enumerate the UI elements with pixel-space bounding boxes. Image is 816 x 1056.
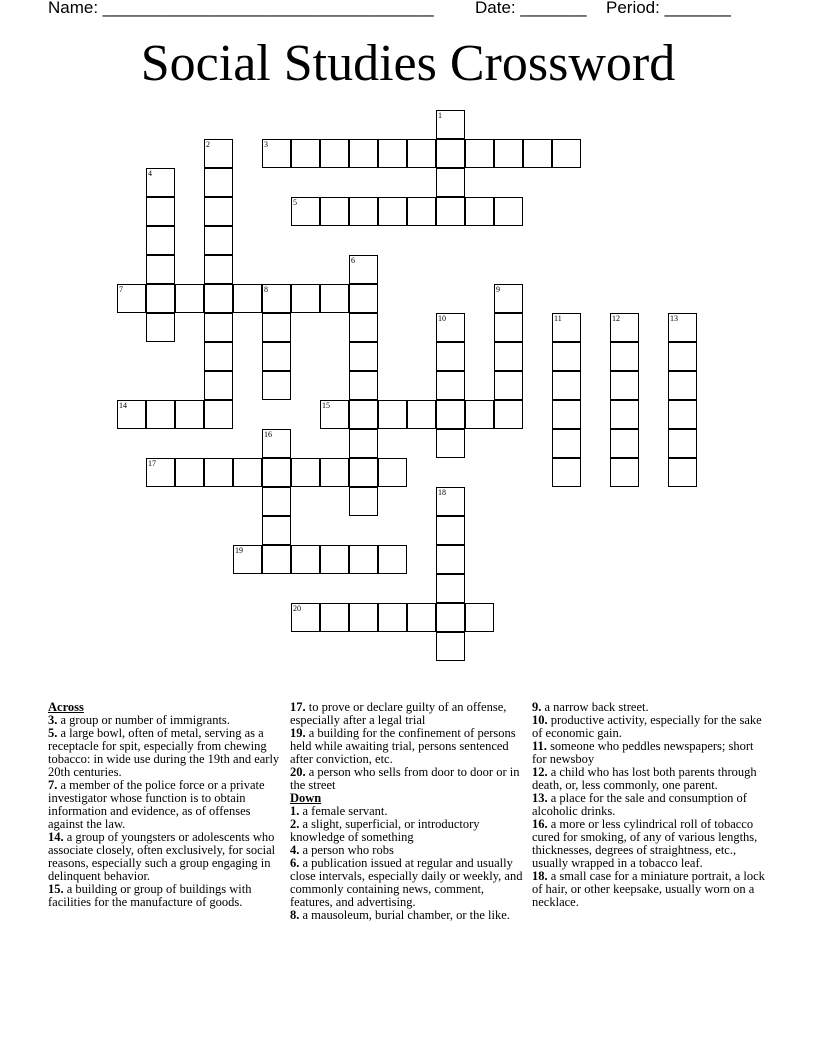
clue-number: 17. bbox=[290, 700, 306, 714]
clue-number: 5. bbox=[48, 726, 58, 740]
grid-cell[interactable] bbox=[320, 284, 349, 313]
clue-number: 11 bbox=[554, 314, 562, 323]
grid-cell[interactable] bbox=[204, 226, 233, 255]
date-field[interactable]: Date: _______ bbox=[475, 0, 587, 17]
grid-cell[interactable] bbox=[436, 139, 465, 168]
grid-cell[interactable] bbox=[204, 168, 233, 197]
clue-number: 13 bbox=[670, 314, 678, 323]
clue-number: 14 bbox=[119, 401, 127, 410]
grid-cell[interactable] bbox=[668, 458, 697, 487]
grid-cell[interactable] bbox=[262, 313, 291, 342]
clue-number: 20 bbox=[293, 604, 301, 613]
grid-cell[interactable] bbox=[233, 458, 262, 487]
grid-cell[interactable] bbox=[320, 400, 349, 429]
grid-cell[interactable] bbox=[436, 429, 465, 458]
clue-number: 6. bbox=[290, 856, 300, 870]
grid-cell[interactable] bbox=[494, 139, 523, 168]
clue-number: 13. bbox=[532, 791, 548, 805]
grid-cell[interactable] bbox=[204, 197, 233, 226]
clue-item bbox=[48, 831, 284, 883]
clue-text: a building or group of buildings with facilities for the manufacture of goods. bbox=[48, 882, 252, 909]
grid-cell[interactable] bbox=[436, 342, 465, 371]
clue-text: a small case for a miniature portrait, a lock of hair, or other keepsake, usually worn on a necklace. bbox=[532, 869, 765, 909]
grid-cell[interactable] bbox=[349, 197, 378, 226]
grid-cell[interactable] bbox=[320, 545, 349, 574]
clue-number: 9. bbox=[532, 700, 542, 714]
grid-cell[interactable] bbox=[436, 168, 465, 197]
grid-cell[interactable] bbox=[349, 603, 378, 632]
page-title: Social Studies Crossword bbox=[140, 35, 676, 92]
clue-text: a person who robs bbox=[299, 843, 394, 857]
grid-cell[interactable] bbox=[668, 429, 697, 458]
grid-cell[interactable] bbox=[407, 400, 436, 429]
clue-number: 2. bbox=[290, 817, 300, 831]
grid-cell[interactable] bbox=[320, 197, 349, 226]
clue-item bbox=[290, 766, 526, 792]
clue-item bbox=[532, 766, 768, 792]
grid-cell[interactable] bbox=[436, 632, 465, 661]
grid-cell[interactable] bbox=[146, 226, 175, 255]
clue-text: a slight, superficial, or introductory knowledge of something bbox=[290, 817, 480, 844]
grid-cell[interactable] bbox=[146, 255, 175, 284]
clue-item bbox=[290, 909, 526, 922]
grid-cell[interactable] bbox=[349, 284, 378, 313]
grid-cell[interactable] bbox=[262, 516, 291, 545]
grid-cell[interactable] bbox=[465, 139, 494, 168]
clue-number: 19. bbox=[290, 726, 306, 740]
across-clue-list bbox=[48, 714, 284, 909]
grid-cell[interactable] bbox=[204, 139, 233, 168]
clue-number: 15 bbox=[322, 401, 330, 410]
clue-text: a mausoleum, burial chamber, or the like. bbox=[299, 908, 510, 922]
clue-number: 20. bbox=[290, 765, 306, 779]
grid-cell[interactable] bbox=[349, 429, 378, 458]
clue-text: a female servant. bbox=[299, 804, 388, 818]
clue-item bbox=[532, 870, 768, 909]
clue-text: someone who peddles newspapers; short for newsboy bbox=[532, 739, 754, 766]
grid-cell[interactable] bbox=[378, 545, 407, 574]
grid-cell[interactable] bbox=[494, 371, 523, 400]
grid-cell[interactable] bbox=[668, 342, 697, 371]
grid-cell[interactable] bbox=[262, 139, 291, 168]
clue-text: a large bowl, often of metal, serving as a receptacle for spit, especially from chewing tobacco: in wide use during the 19th and early 20th centuries. bbox=[48, 726, 280, 779]
grid-cell[interactable] bbox=[436, 574, 465, 603]
grid-cell[interactable] bbox=[378, 458, 407, 487]
grid-cell[interactable] bbox=[320, 458, 349, 487]
clue-text: to prove or declare guilty of an offense, especially after a legal trial bbox=[290, 700, 507, 727]
grid-cell[interactable] bbox=[146, 313, 175, 342]
clue-text: productive activity, especially for the sake of economic gain. bbox=[532, 713, 762, 740]
grid-cell[interactable] bbox=[494, 313, 523, 342]
grid-cell[interactable] bbox=[175, 400, 204, 429]
grid-cell[interactable] bbox=[349, 313, 378, 342]
clue-number: 10 bbox=[438, 314, 446, 323]
grid-cell[interactable] bbox=[407, 603, 436, 632]
grid-cell[interactable] bbox=[262, 487, 291, 516]
clue-text: a building for the confinement of persons held while awaiting trial, persons sentenced after conviction, etc. bbox=[290, 726, 516, 766]
down-clue-list-continued bbox=[532, 701, 768, 909]
grid-cell[interactable] bbox=[610, 371, 639, 400]
grid-cell[interactable] bbox=[436, 110, 465, 139]
clue-number: 2 bbox=[206, 140, 210, 149]
clue-number: 6 bbox=[351, 256, 355, 265]
clue-number: 17 bbox=[148, 459, 156, 468]
grid-cell[interactable] bbox=[552, 429, 581, 458]
grid-cell[interactable] bbox=[291, 545, 320, 574]
grid-cell[interactable] bbox=[291, 284, 320, 313]
clue-item bbox=[48, 883, 284, 909]
clue-item bbox=[532, 714, 768, 740]
grid-cell[interactable] bbox=[349, 458, 378, 487]
grid-cell[interactable] bbox=[146, 168, 175, 197]
grid-cell[interactable] bbox=[349, 371, 378, 400]
clue-number: 7. bbox=[48, 778, 58, 792]
clue-item bbox=[290, 857, 526, 909]
name-field[interactable]: Name: ___________________________________ bbox=[48, 0, 434, 17]
grid-cell[interactable] bbox=[204, 284, 233, 313]
grid-cell[interactable] bbox=[610, 400, 639, 429]
grid-cell[interactable] bbox=[146, 197, 175, 226]
grid-cell[interactable] bbox=[436, 516, 465, 545]
clue-number: 14. bbox=[48, 830, 64, 844]
grid-cell[interactable] bbox=[204, 458, 233, 487]
grid-cell[interactable] bbox=[262, 545, 291, 574]
grid-cell[interactable] bbox=[407, 197, 436, 226]
grid-cell[interactable] bbox=[349, 400, 378, 429]
clue-item bbox=[290, 701, 526, 727]
grid-cell[interactable] bbox=[349, 255, 378, 284]
grid-cell[interactable] bbox=[262, 458, 291, 487]
grid-cell[interactable] bbox=[378, 197, 407, 226]
clue-number: 8 bbox=[264, 285, 268, 294]
clue-number: 4. bbox=[290, 843, 300, 857]
grid-cell[interactable] bbox=[291, 458, 320, 487]
grid-cell[interactable] bbox=[494, 197, 523, 226]
grid-cell[interactable] bbox=[494, 342, 523, 371]
clue-text: a group of youngsters or adolescents who associate closely, often exclusively, for social reasons, especially such a group engaging in delinquent behavior. bbox=[48, 830, 276, 883]
grid-cell[interactable] bbox=[320, 139, 349, 168]
grid-cell[interactable] bbox=[262, 371, 291, 400]
clue-text: a publication issued at regular and usually close intervals, especially daily or weekly, and commonly containing news, comment, features, and advertising. bbox=[290, 856, 523, 909]
grid-cell[interactable] bbox=[233, 545, 262, 574]
grid-cell[interactable] bbox=[552, 313, 581, 342]
grid-cell[interactable] bbox=[291, 603, 320, 632]
grid-cell[interactable] bbox=[552, 371, 581, 400]
grid-cell[interactable] bbox=[610, 458, 639, 487]
grid-cell[interactable] bbox=[349, 545, 378, 574]
grid-cell[interactable] bbox=[668, 313, 697, 342]
grid-cell[interactable] bbox=[378, 139, 407, 168]
grid-cell[interactable] bbox=[610, 342, 639, 371]
grid-cell[interactable] bbox=[204, 313, 233, 342]
grid-cell[interactable] bbox=[407, 139, 436, 168]
clue-text: a person who sells from door to door or in the street bbox=[290, 765, 520, 792]
grid-cell[interactable] bbox=[436, 603, 465, 632]
clue-number: 16 bbox=[264, 430, 272, 439]
grid-cell[interactable] bbox=[175, 284, 204, 313]
grid-cell[interactable] bbox=[436, 371, 465, 400]
period-field[interactable]: Period: _______ bbox=[606, 0, 731, 17]
clue-number: 12. bbox=[532, 765, 548, 779]
clue-text: a narrow back street. bbox=[541, 700, 649, 714]
clue-number: 4 bbox=[148, 169, 152, 178]
clue-number: 16. bbox=[532, 817, 548, 831]
grid-cell[interactable] bbox=[552, 458, 581, 487]
grid-cell[interactable] bbox=[523, 139, 552, 168]
grid-cell[interactable] bbox=[233, 284, 262, 313]
grid-cell[interactable] bbox=[204, 400, 233, 429]
grid-cell[interactable] bbox=[349, 139, 378, 168]
clue-column-1 bbox=[48, 701, 284, 909]
grid-cell[interactable] bbox=[146, 284, 175, 313]
grid-cell[interactable] bbox=[204, 371, 233, 400]
grid-cell[interactable] bbox=[146, 458, 175, 487]
clue-number: 1 bbox=[438, 111, 442, 120]
clue-item bbox=[532, 818, 768, 870]
clue-number: 7 bbox=[119, 285, 123, 294]
grid-cell[interactable] bbox=[610, 313, 639, 342]
grid-cell[interactable] bbox=[262, 429, 291, 458]
grid-cell[interactable] bbox=[552, 139, 581, 168]
grid-cell[interactable] bbox=[668, 371, 697, 400]
grid-cell[interactable] bbox=[378, 603, 407, 632]
grid-cell[interactable] bbox=[262, 342, 291, 371]
grid-cell[interactable] bbox=[465, 603, 494, 632]
grid-cell[interactable] bbox=[552, 400, 581, 429]
grid-cell[interactable] bbox=[494, 400, 523, 429]
across-clue-list-continued bbox=[290, 701, 526, 792]
grid-cell[interactable] bbox=[494, 284, 523, 313]
clue-item bbox=[532, 792, 768, 818]
grid-cell[interactable] bbox=[378, 400, 407, 429]
grid-cell[interactable] bbox=[465, 400, 494, 429]
clue-number: 18. bbox=[532, 869, 548, 883]
grid-cell[interactable] bbox=[117, 284, 146, 313]
clue-text: a more or less cylindrical roll of tobacco cured for smoking, of any of various lengths, thicknesses, degrees of straightness, etc., usually wrapped in a tobacco leaf. bbox=[532, 817, 758, 870]
clue-number: 3 bbox=[264, 140, 268, 149]
grid-cell[interactable] bbox=[610, 429, 639, 458]
clue-number: 12 bbox=[612, 314, 620, 323]
grid-cell[interactable] bbox=[668, 400, 697, 429]
grid-cell[interactable] bbox=[146, 400, 175, 429]
clue-text: a group or number of immigrants. bbox=[57, 713, 230, 727]
grid-cell[interactable] bbox=[320, 603, 349, 632]
clue-number: 3. bbox=[48, 713, 58, 727]
grid-cell[interactable] bbox=[436, 197, 465, 226]
grid-cell[interactable] bbox=[117, 400, 146, 429]
grid-cell[interactable] bbox=[349, 342, 378, 371]
down-clue-list bbox=[290, 805, 526, 922]
clue-number: 9 bbox=[496, 285, 500, 294]
grid-cell[interactable] bbox=[291, 197, 320, 226]
clue-number: 10. bbox=[532, 713, 548, 727]
clue-item bbox=[290, 818, 526, 844]
clue-item bbox=[290, 727, 526, 766]
grid-cell[interactable] bbox=[552, 342, 581, 371]
grid-cell[interactable] bbox=[262, 284, 291, 313]
grid-cell[interactable] bbox=[349, 487, 378, 516]
clue-number: 15. bbox=[48, 882, 64, 896]
clue-number: 19 bbox=[235, 546, 243, 555]
clue-item bbox=[48, 779, 284, 831]
across-heading: Across bbox=[48, 700, 84, 714]
grid-cell[interactable] bbox=[175, 458, 204, 487]
clue-item bbox=[532, 740, 768, 766]
clue-column-2 bbox=[290, 701, 526, 922]
grid-cell[interactable] bbox=[204, 342, 233, 371]
grid-cell[interactable] bbox=[436, 400, 465, 429]
grid-cell[interactable] bbox=[204, 255, 233, 284]
clue-number: 1. bbox=[290, 804, 300, 818]
down-heading: Down bbox=[290, 791, 322, 805]
grid-cell[interactable] bbox=[436, 313, 465, 342]
clue-column-3 bbox=[532, 701, 768, 909]
clue-text: a member of the police force or a private investigator whose function is to obtain information and evidence, as of offenses against the law. bbox=[48, 778, 265, 831]
grid-cell[interactable] bbox=[436, 487, 465, 516]
clue-item bbox=[48, 727, 284, 779]
clue-number: 5 bbox=[293, 198, 297, 207]
clue-text: a child who has lost both parents through death, or, less commonly, one parent. bbox=[532, 765, 757, 792]
clue-text: a place for the sale and consumption of alcoholic drinks. bbox=[532, 791, 747, 818]
clue-number: 8. bbox=[290, 908, 300, 922]
grid-cell[interactable] bbox=[465, 197, 494, 226]
grid-cell[interactable] bbox=[436, 545, 465, 574]
clue-number: 11. bbox=[532, 739, 547, 753]
grid-cell[interactable] bbox=[291, 139, 320, 168]
clue-number: 18 bbox=[438, 488, 446, 497]
